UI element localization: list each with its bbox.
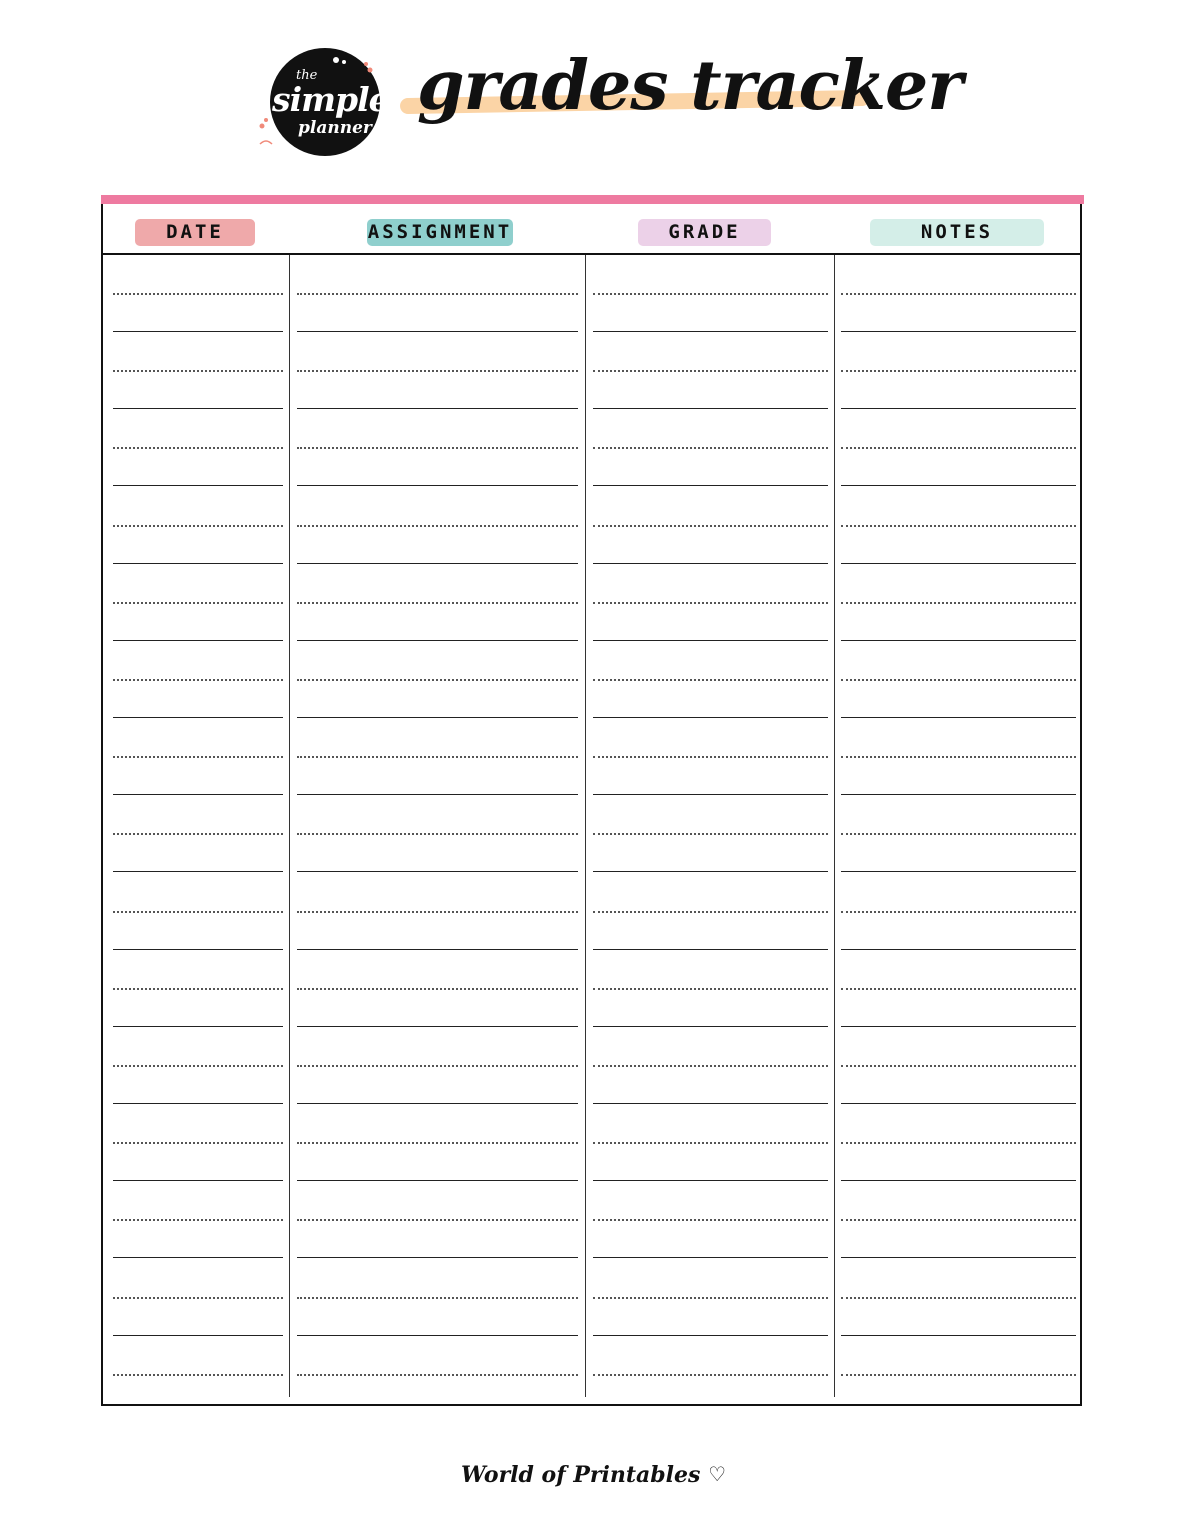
entry-line[interactable]: [113, 1103, 283, 1104]
dotted-guide-line: [841, 1219, 1076, 1221]
entry-line[interactable]: [297, 1103, 578, 1104]
entry-line[interactable]: [297, 1180, 578, 1181]
column-divider: [834, 255, 835, 1397]
entry-line[interactable]: [593, 563, 828, 564]
dotted-guide-line: [841, 1142, 1076, 1144]
dotted-guide-line: [841, 1065, 1076, 1067]
dotted-guide-line: [113, 370, 283, 372]
dotted-guide-line: [841, 988, 1076, 990]
entry-line[interactable]: [297, 331, 578, 332]
footer-text: World of Printables: [460, 1462, 701, 1488]
dotted-guide-line: [593, 679, 828, 681]
entry-line[interactable]: [841, 331, 1076, 332]
entry-line[interactable]: [841, 949, 1076, 950]
entry-line[interactable]: [593, 1103, 828, 1104]
dotted-guide-line: [113, 1065, 283, 1067]
entry-line[interactable]: [297, 640, 578, 641]
column-divider: [585, 255, 586, 1397]
dotted-guide-line: [593, 1297, 828, 1299]
dotted-guide-line: [593, 1065, 828, 1067]
brand-logo: [270, 48, 389, 156]
dotted-guide-line: [841, 756, 1076, 758]
entry-line[interactable]: [841, 871, 1076, 872]
dotted-guide-line: [593, 1219, 828, 1221]
dotted-guide-line: [841, 833, 1076, 835]
dotted-guide-line: [841, 602, 1076, 604]
dotted-guide-line: [841, 447, 1076, 449]
column-header-date: DATE: [135, 219, 255, 246]
entry-line[interactable]: [841, 1026, 1076, 1027]
dotted-guide-line: [113, 602, 283, 604]
dotted-guide-line: [297, 911, 578, 913]
entry-line[interactable]: [113, 408, 283, 409]
entry-line[interactable]: [113, 717, 283, 718]
dotted-guide-line: [841, 1374, 1076, 1376]
entry-line[interactable]: [841, 1103, 1076, 1104]
dotted-guide-line: [593, 1374, 828, 1376]
entry-line[interactable]: [113, 1335, 283, 1336]
entry-line[interactable]: [113, 485, 283, 486]
entry-line[interactable]: [297, 717, 578, 718]
dotted-guide-line: [297, 1219, 578, 1221]
dotted-guide-line: [297, 1065, 578, 1067]
dotted-guide-line: [113, 1142, 283, 1144]
table-accent-bar: [101, 195, 1084, 204]
dotted-guide-line: [297, 988, 578, 990]
entry-line[interactable]: [113, 331, 283, 332]
entry-line[interactable]: [593, 1180, 828, 1181]
entry-line[interactable]: [593, 331, 828, 332]
entry-line[interactable]: [113, 1026, 283, 1027]
column-header-notes: NOTES: [870, 219, 1044, 246]
heart-icon: ♡: [708, 1462, 726, 1486]
entry-line[interactable]: [297, 1335, 578, 1336]
dotted-guide-line: [593, 833, 828, 835]
dotted-guide-line: [297, 833, 578, 835]
dotted-guide-line: [841, 370, 1076, 372]
entry-line[interactable]: [297, 871, 578, 872]
dotted-guide-line: [593, 1142, 828, 1144]
entry-line[interactable]: [593, 1335, 828, 1336]
entry-line[interactable]: [297, 1026, 578, 1027]
dotted-guide-line: [113, 1374, 283, 1376]
dotted-guide-line: [297, 756, 578, 758]
dotted-guide-line: [297, 679, 578, 681]
dotted-guide-line: [593, 756, 828, 758]
dotted-guide-line: [113, 911, 283, 913]
entry-line[interactable]: [593, 949, 828, 950]
dotted-guide-line: [297, 293, 578, 295]
entry-line[interactable]: [841, 563, 1076, 564]
dotted-guide-line: [593, 525, 828, 527]
entry-line[interactable]: [841, 640, 1076, 641]
entry-line[interactable]: [841, 1335, 1076, 1336]
dotted-guide-line: [593, 293, 828, 295]
column-header-grade: GRADE: [638, 219, 771, 246]
dotted-guide-line: [113, 1297, 283, 1299]
dotted-guide-line: [297, 525, 578, 527]
entry-line[interactable]: [297, 1257, 578, 1258]
entry-line[interactable]: [593, 485, 828, 486]
entry-line[interactable]: [593, 1257, 828, 1258]
dotted-guide-line: [841, 293, 1076, 295]
dotted-guide-line: [113, 988, 283, 990]
logo-text-simple: simple: [272, 80, 389, 119]
entry-line[interactable]: [841, 1180, 1076, 1181]
title-block: [395, 38, 963, 148]
entry-line[interactable]: [113, 949, 283, 950]
dotted-guide-line: [593, 911, 828, 913]
entry-line[interactable]: [113, 640, 283, 641]
entry-line[interactable]: [593, 717, 828, 718]
dotted-guide-line: [297, 1374, 578, 1376]
dotted-guide-line: [113, 756, 283, 758]
dotted-guide-line: [297, 370, 578, 372]
dotted-guide-line: [297, 447, 578, 449]
entry-line[interactable]: [297, 408, 578, 409]
column-header-assignment: ASSIGNMENT: [367, 219, 513, 246]
dotted-guide-line: [297, 602, 578, 604]
dotted-guide-line: [841, 525, 1076, 527]
dotted-guide-line: [841, 911, 1076, 913]
logo-text-planner: planner: [298, 118, 372, 138]
column-divider: [289, 255, 290, 1397]
entry-line[interactable]: [113, 794, 283, 795]
logo-sparkle-icon: [258, 48, 388, 156]
dotted-guide-line: [593, 602, 828, 604]
entry-line[interactable]: [297, 563, 578, 564]
entry-line[interactable]: [593, 1026, 828, 1027]
grades-table: [101, 195, 1082, 1406]
logo-text-the: the: [296, 68, 318, 83]
dotted-guide-line: [593, 370, 828, 372]
entry-line[interactable]: [841, 408, 1076, 409]
entry-line[interactable]: [593, 640, 828, 641]
dotted-guide-line: [841, 1297, 1076, 1299]
entry-line[interactable]: [593, 408, 828, 409]
dotted-guide-line: [297, 1297, 578, 1299]
entry-line[interactable]: [841, 485, 1076, 486]
dotted-guide-line: [297, 1142, 578, 1144]
entry-line[interactable]: [113, 1180, 283, 1181]
entry-line[interactable]: [841, 1257, 1076, 1258]
footer-credit: [0, 1462, 1187, 1488]
dotted-guide-line: [113, 1219, 283, 1221]
entry-line[interactable]: [593, 871, 828, 872]
dotted-guide-line: [113, 447, 283, 449]
page-title: grades tracker: [417, 46, 963, 126]
entry-line[interactable]: [297, 794, 578, 795]
dotted-guide-line: [593, 988, 828, 990]
entry-line[interactable]: [841, 794, 1076, 795]
entry-line[interactable]: [113, 871, 283, 872]
entry-line[interactable]: [593, 794, 828, 795]
entry-line[interactable]: [297, 485, 578, 486]
dotted-guide-line: [113, 833, 283, 835]
dotted-guide-line: [113, 293, 283, 295]
entry-line[interactable]: [841, 717, 1076, 718]
entry-line[interactable]: [113, 1257, 283, 1258]
table-header: [103, 204, 1080, 255]
dotted-guide-line: [113, 525, 283, 527]
dotted-guide-line: [841, 679, 1076, 681]
entry-line[interactable]: [113, 563, 283, 564]
entry-line[interactable]: [297, 949, 578, 950]
dotted-guide-line: [593, 447, 828, 449]
dotted-guide-line: [113, 679, 283, 681]
